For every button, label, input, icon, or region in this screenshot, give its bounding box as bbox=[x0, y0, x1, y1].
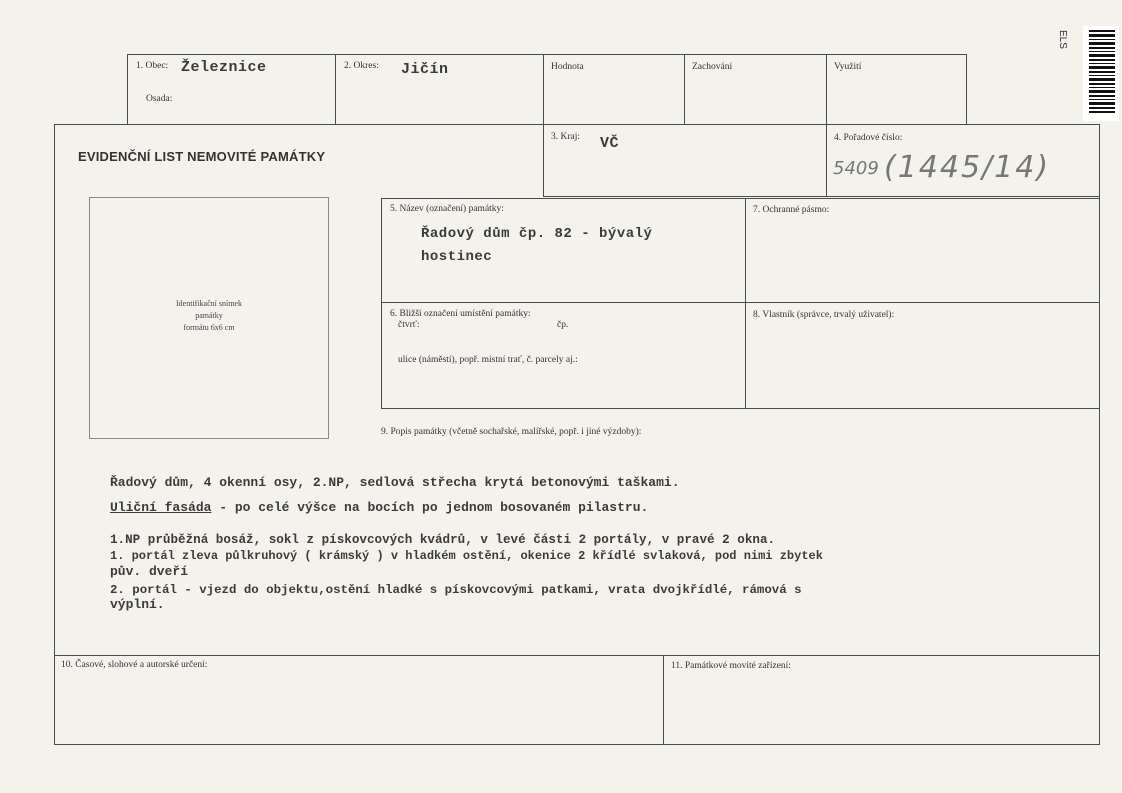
nazev-line1: Řadový dům čp. 82 - bývalý bbox=[421, 226, 653, 242]
form-title: EVIDENČNÍ LIST NEMOVITÉ PAMÁTKY bbox=[78, 149, 326, 164]
photo-line3: formátu 6x6 cm bbox=[183, 323, 235, 332]
osada-label: Osada: bbox=[146, 94, 173, 104]
casove-label: 10. Časové, slohové a autorské určení: bbox=[61, 660, 208, 670]
popis-line3: 1.NP průběžná bosáž, sokl z pískovcových kvádrů, v levé části 2 portály, v pravé 2 okna. bbox=[110, 533, 776, 547]
popis-line6: 2. portál - vjezd do objektu,ostění hladké s pískovcovými patkami, vrata dvojkřídlé, rámová s bbox=[110, 583, 802, 597]
barcode bbox=[1083, 26, 1119, 121]
kraj-value: VČ bbox=[600, 135, 620, 152]
poradove-label: 4. Pořadové číslo: bbox=[834, 133, 903, 143]
popis-line2 bbox=[110, 501, 648, 515]
cp-label: čp. bbox=[557, 320, 569, 330]
obec-label: 1. Obec: bbox=[136, 61, 169, 71]
nazev-line2: hostinec bbox=[421, 249, 493, 265]
obec-value: Železnice bbox=[181, 59, 267, 76]
popis-line2-rest: - po celé výšce na bocích po jednom bosovaném pilastru. bbox=[211, 500, 649, 515]
okres-label: 2. Okres: bbox=[344, 61, 379, 71]
popis-line7: výplní. bbox=[110, 597, 165, 612]
vyuziti-label: Využití bbox=[834, 62, 862, 72]
poradove-value-a: 5409 bbox=[833, 158, 879, 179]
zachovani-label: Zachování bbox=[692, 62, 733, 72]
ctvrt-label: čtvrť: bbox=[398, 320, 420, 330]
barcode-text: ELS bbox=[1057, 30, 1068, 49]
nazev-label: 5. Název (označení) památky: bbox=[390, 204, 504, 214]
poradove-value-b: (1445/14) bbox=[884, 150, 1051, 185]
blizsi-label: 6. Bližší označení umístění památky: bbox=[390, 309, 531, 319]
ulice-label: ulice (náměstí), popř. místní trať, č. parcely aj.: bbox=[398, 355, 578, 365]
hodnota-label: Hodnota bbox=[551, 62, 584, 72]
okres-value: Jičín bbox=[401, 61, 449, 78]
photo-line1: Identifikační snímek bbox=[176, 299, 242, 308]
photo-placeholder bbox=[89, 197, 329, 439]
popis-line5: pův. dveří bbox=[110, 564, 189, 579]
popis-fasada: Uliční fasáda bbox=[110, 500, 212, 515]
popis-line1: Řadový dům, 4 okenní osy, 2.NP, sedlová střecha krytá betonovými taškami. bbox=[110, 475, 680, 490]
photo-line2: památky bbox=[195, 311, 223, 320]
popis-label: 9. Popis památky (včetně sochařské, malířské, popř. i jiné výzdoby): bbox=[381, 427, 642, 437]
popis-line4: 1. portál zleva půlkruhový ( krámský ) v hladkém ostění, okenice 2 křídlé svlaková, pod nimi zbytek bbox=[110, 549, 823, 563]
vlastnik-label: 8. Vlastník (správce, trvalý uživatel): bbox=[753, 310, 895, 320]
ochranne-label: 7. Ochranné pásmo: bbox=[753, 205, 830, 215]
kraj-label: 3. Kraj: bbox=[551, 132, 581, 142]
movite-label: 11. Památkové movité zařízení: bbox=[671, 661, 791, 671]
